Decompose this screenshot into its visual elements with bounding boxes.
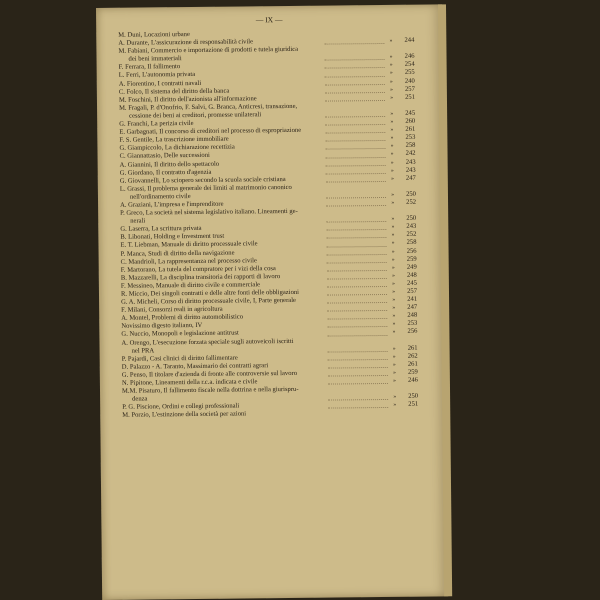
entry-text: P. Manca, Studi di diritto della navigazione [120,249,235,258]
page-ref: 240 [404,77,415,85]
entry-text: A. Montel, Problemi di diritto automobilistico [121,313,244,323]
entry-text: G. Giampiccolo, La dichiarazione recettizia [119,143,235,153]
ditto-marker: » [389,54,393,61]
ditto-marker: » [392,272,395,279]
page-ref: 260 [405,117,416,125]
entry-text: L. Ferri, L'autonomia privata [118,71,196,80]
page-ref: 241 [407,295,418,303]
ditto-marker: » [390,151,394,158]
entry-text: A. Graziani, L'impresa e l'imprenditore [120,200,224,209]
page-ref: 247 [407,303,418,311]
entry-text: G. Giordano, Il contratto d'agenzia [119,168,212,177]
page-ref: 261 [407,344,418,352]
page-ref: 245 [406,279,417,287]
ditto-marker: » [393,394,397,401]
entry-text: Novissimo digesto italiano, IV [121,322,203,331]
entry-text: B. Mazzarelli, La disciplina transitoria dei rapporti di lavoro [120,272,281,282]
entry-text-continuation: denza [132,395,148,403]
ditto-marker: » [391,240,395,247]
ditto-marker: » [391,256,395,263]
ditto-marker: » [392,305,396,312]
ditto-marker: » [393,369,396,376]
page-ref: 243 [405,158,416,166]
ditto-marker: » [392,288,396,295]
ditto-marker: » [391,216,395,223]
entry-text-continuation: cessione dei beni ai creditori, promesse unilaterali [129,111,262,120]
page-ref: 243 [406,222,417,231]
page-ref: 250 [408,392,419,400]
page-ref: 256 [406,247,417,255]
entry-text: P. G. Piscione, Ordini e collegi professionali [122,402,240,412]
entry-text: F. Milani, Consorzi reali in agricoltura [121,305,223,314]
ditto-marker: » [391,248,395,255]
page-ref: 243 [405,166,416,174]
entry-text: R. Miccio, Dei singoli contratti e delle altre fonti delle obbligazioni [120,288,300,298]
ditto-marker: » [393,377,396,384]
ditto-marker: » [392,321,396,328]
entry-text-continuation: nell'ordinamento civile [129,192,191,201]
page-ref: 251 [408,400,419,409]
ditto-marker: » [390,78,393,85]
entry-text: M.M. Pisaturo, Il fallimento fiscale nella dottrina e nella giurispru- [121,386,299,395]
ditto-marker: » [392,280,395,287]
page-ref: 249 [406,263,417,271]
ditto-marker: » [391,191,395,198]
entry-text: G. Franchi, La perizia civile [119,120,194,128]
page-ref: 257 [407,287,418,295]
entry-text: G. A. Micheli, Corso di diritto processuale civile, I, Parte generale [121,297,296,306]
entry-text: M. Fragali, P. d'Onofrio, F. Salvi, G. Branca, Anticresi, transazione, [119,102,298,112]
entry-text: P. Pajardi, Casi clinici di diritto fallimentare [121,354,238,363]
ditto-marker: » [392,353,396,360]
entry-text: M. Fabiani, Commercio e importazione di prodotti e tutela giuridica [118,46,299,55]
entry-text: A. Durante, L'assicurazione di responsabilità civile [118,38,254,47]
page-ref: 242 [405,150,416,158]
page-ref: 261 [405,125,416,133]
entry-text: F. S. Gentile, La trascrizione immobiliare [119,135,229,144]
entry-text: C. Giannattasio, Delle successioni [119,152,210,161]
ditto-marker: » [390,127,394,134]
entry-text-continuation: nel PRA [131,347,155,355]
ditto-marker: » [390,143,394,150]
entry-text: M. Duni, Locazioni urbane [118,31,190,39]
ditto-marker: » [391,175,394,182]
page-ref: 256 [407,328,418,336]
page-ref: 245 [405,109,416,117]
page-ref: 253 [405,133,416,141]
entry-text: N. Pipitone, Lineamenti della r.c.a. indicata e civile [121,378,258,387]
entry-text: B. Libonati, Holding e Investment trust [120,233,225,242]
page-ref: 247 [405,174,416,182]
page-ref: 250 [406,190,417,198]
entry-text: F. Ferrara, Il fallimento [118,63,181,72]
page-ref: 255 [404,69,415,77]
ditto-marker: » [391,224,395,231]
ditto-marker: » [389,70,393,77]
page-ref: 248 [407,311,418,320]
entry-text: D. Palazzo - A. Taranto, Massimario dei contratti agrari [121,362,269,371]
ditto-marker: » [392,345,396,352]
page-ref: 246 [407,376,418,384]
entry-text: L. Grassi, Il problema generale dei limiti al matrimonio canonico [119,183,292,193]
entry-text: G. Nuccio, Monopoli e legislazione antitrust [121,329,239,339]
ditto-marker: » [389,62,393,69]
entry-text: F. Martorano, La tutela del compratore per i vizi della cosa [120,264,276,274]
ditto-marker: » [392,329,396,336]
page-ref: 259 [406,255,417,263]
ditto-marker: » [389,37,393,45]
ditto-marker: » [390,118,394,125]
ditto-marker: » [392,361,396,368]
page-ref: 258 [406,239,417,247]
ditto-marker: » [391,232,395,239]
entry-text: M. Porzio, L'estinzione della società per azioni [122,410,247,420]
entry-text-continuation: nerali [130,217,146,225]
entry-text: C. Folco, Il sistema del diritto della banca [118,87,230,96]
ditto-marker: » [390,94,393,101]
entry-text: G. Penso, Il titolare d'azienda di fronte alle controversie sul lavoro [121,369,298,379]
page-ref: 251 [405,93,415,101]
ditto-marker: » [392,313,396,320]
entry-text: M. Foschini, Il diritto dell'azionista all'informazione [118,95,257,104]
entry-text: A. Orengo, L'esecuzione forzata speciale sugli autoveicoli iscritti [121,337,294,347]
entry-text: F. Messineo, Manuale di diritto civile e commerciale [120,281,261,290]
entry-text: A. Fiorentino, I contratti navali [118,79,202,88]
entry-text: P. Greco, La società nel sistema legislativo italiano. Lineamenti ge- [120,207,298,217]
page-ref: 257 [404,85,415,93]
entry-text: G. Laserra, La scrittura privata [120,225,202,234]
entry-text: C. Mandrioli, La rappresentanza nel processo civile [120,256,257,266]
page-ref: 253 [407,320,418,328]
book-page [96,4,448,600]
ditto-marker: » [391,264,395,271]
page-ref: 246 [404,52,415,61]
ditto-marker: » [393,402,397,409]
page-ref: 262 [407,352,418,360]
page-ref: 252 [406,198,417,206]
ditto-marker: » [390,167,394,174]
page-number: — IX — [255,15,283,25]
entry-text: G. Giovannelli, Lo sciopero secondo la scuola sociale cristiana [119,175,286,185]
entry-text: E. Garbagnati, Il concorso di creditori nel processo di espropriazione [119,126,302,136]
ditto-marker: » [392,296,396,304]
ditto-marker: » [391,199,395,206]
index-entry [122,409,418,420]
page-ref: 259 [407,368,418,376]
entry-text: A. Giannini, Il diritto dello spettacolo [119,160,220,169]
ditto-marker: » [390,159,394,166]
index-list [118,29,418,421]
entry-text: E. T. Liebman, Manuale di diritto processuale civile [120,240,258,250]
ditto-marker: » [390,86,393,93]
page-ref: 248 [406,271,417,279]
page-ref: 244 [404,36,415,44]
page-ref: 254 [404,61,415,69]
ditto-marker: » [390,135,394,142]
page-ref: 258 [405,141,416,150]
ditto-marker: » [390,110,394,117]
page-ref: 252 [406,231,417,239]
page-ref: 261 [407,360,418,368]
page-ref: 250 [406,214,417,222]
entry-text-continuation: dei beni immateriali [128,55,182,63]
